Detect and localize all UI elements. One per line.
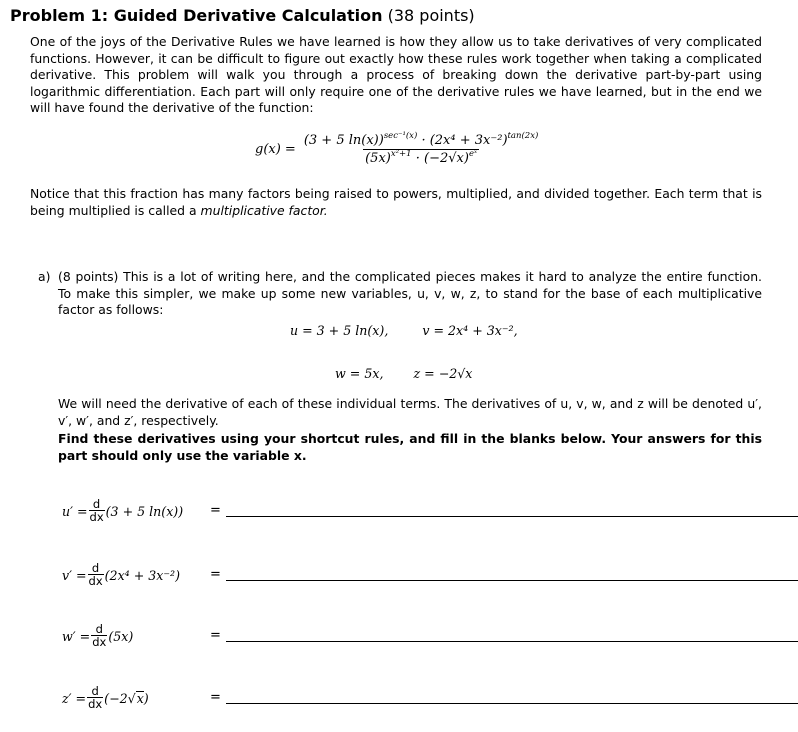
g-formula-lhs: g(x) = [255, 142, 296, 157]
d-dx-operator [89, 498, 105, 524]
d-dx-operator [91, 623, 107, 649]
numerator-factor-a: (3 + 5 ln(x)) [303, 133, 384, 148]
u-expression: (3 + 5 ln(x)) [105, 503, 184, 519]
variable-definitions-wz [335, 366, 472, 381]
variable-definitions-uv [290, 323, 518, 338]
denominator-factor-a-exponent: x²+1 [390, 149, 412, 159]
u-prime-answer-blank[interactable] [226, 516, 798, 517]
denominator-dot: · [415, 151, 420, 166]
equals-sign: = [210, 567, 221, 582]
w-prime-label: w′ = [62, 628, 91, 644]
notice-text: Notice that this fraction has many factors being raised to powers, multiplied, and divided together. Each term that is being multiplied is called a [30, 186, 762, 218]
denominator-factor-b-exponent: eˣ [468, 149, 478, 159]
z-expression-prefix: (−2 [104, 690, 128, 706]
v-definition: v = 2x⁴ + 3x⁻², [422, 323, 518, 338]
equals-sign: = [210, 690, 221, 705]
numerator-factor-a-exponent: sec⁻¹(x) [383, 131, 418, 141]
derivative-row-w-lhs [62, 616, 133, 656]
z-prime-label: z′ = [62, 690, 87, 706]
problem-title [10, 6, 475, 25]
notice-paragraph [30, 186, 762, 219]
dx-denominator: dx [92, 635, 107, 649]
derivative-row-u-lhs [62, 491, 183, 531]
d-numerator: d [91, 561, 100, 575]
w-expression: (5x) [108, 628, 134, 644]
z-prime-answer-blank[interactable] [226, 703, 798, 704]
need-derivatives-paragraph: We will need the derivative of each of these individual terms. The derivatives of u, v, w, and z will be denoted u′, v′, w′, and z′, respectively. [58, 396, 762, 428]
d-numerator: d [95, 622, 103, 636]
z-expression: (−2√x) [104, 690, 149, 706]
equals-sign: = [210, 628, 221, 643]
derivative-row-v-lhs [62, 555, 180, 595]
v-expression: (2x⁴ + 3x⁻²) [104, 567, 181, 583]
v-prime-label: v′ = [62, 567, 87, 583]
numerator-dot: · [421, 133, 426, 148]
dx-denominator: dx [88, 574, 103, 588]
w-prime-answer-blank[interactable] [226, 641, 798, 642]
derivative-row-w [62, 616, 762, 656]
z-expression-radicand: x [136, 690, 144, 706]
g-formula [255, 133, 540, 166]
numerator-factor-b: (2x⁴ + 3x⁻²) [429, 133, 508, 148]
d-dx-operator [87, 685, 103, 711]
part-a [38, 269, 762, 319]
numerator-factor-b-exponent: tan(2x) [507, 131, 539, 141]
denominator-factor-b: (−2√x) [424, 151, 469, 166]
d-numerator: d [92, 497, 101, 511]
z-definition: z = −2√x [413, 366, 473, 381]
u-prime-label: u′ = [62, 503, 88, 519]
denominator-factor-a: (5x) [365, 151, 391, 166]
g-formula-fraction [302, 133, 540, 166]
derivative-row-z [62, 678, 762, 718]
problem-points: (38 points) [387, 6, 475, 25]
notice-term: multiplicative factor. [200, 202, 328, 218]
v-prime-answer-blank[interactable] [226, 580, 798, 581]
g-formula-denominator [363, 149, 479, 166]
derivative-row-z-lhs [62, 678, 149, 718]
z-expression-suffix: ) [143, 690, 149, 706]
dx-denominator: dx [89, 510, 104, 524]
w-definition: w = 5x, [335, 366, 384, 381]
d-numerator: d [91, 684, 99, 698]
g-formula-numerator [302, 133, 540, 149]
find-derivatives-instruction: Find these derivatives using your shortcut rules, and fill in the blanks below. Your answers for this part should only use the variable x. [58, 431, 762, 463]
derivative-row-v [62, 555, 762, 595]
d-dx-operator [88, 562, 104, 588]
equals-sign: = [210, 503, 221, 518]
part-a-label: a) [38, 269, 51, 284]
part-a-text: (8 points) This is a lot of writing here, and the complicated pieces makes it hard to analyze the entire function. To make this simpler, we make up some new variables, u, v, w, z, to stand for the base of each multiplicative factor as follows: [58, 269, 762, 318]
problem-title-text: Problem 1: Guided Derivative Calculation [10, 6, 383, 25]
derivative-row-u [62, 491, 762, 531]
dx-denominator: dx [88, 697, 103, 711]
u-definition: u = 3 + 5 ln(x), [290, 323, 389, 338]
intro-paragraph: One of the joys of the Derivative Rules we have learned is how they allow us to take derivatives of very complicated functions. However, it can be difficult to figure out exactly how these rules work together when taking a complicated derivative. This problem will walk you through a process of breaking down the derivative part-by-part using logarithmic differentiation. Each part will only require one of the derivative rules we have learned, but in the end we will have found the derivative of the function: [30, 34, 762, 116]
